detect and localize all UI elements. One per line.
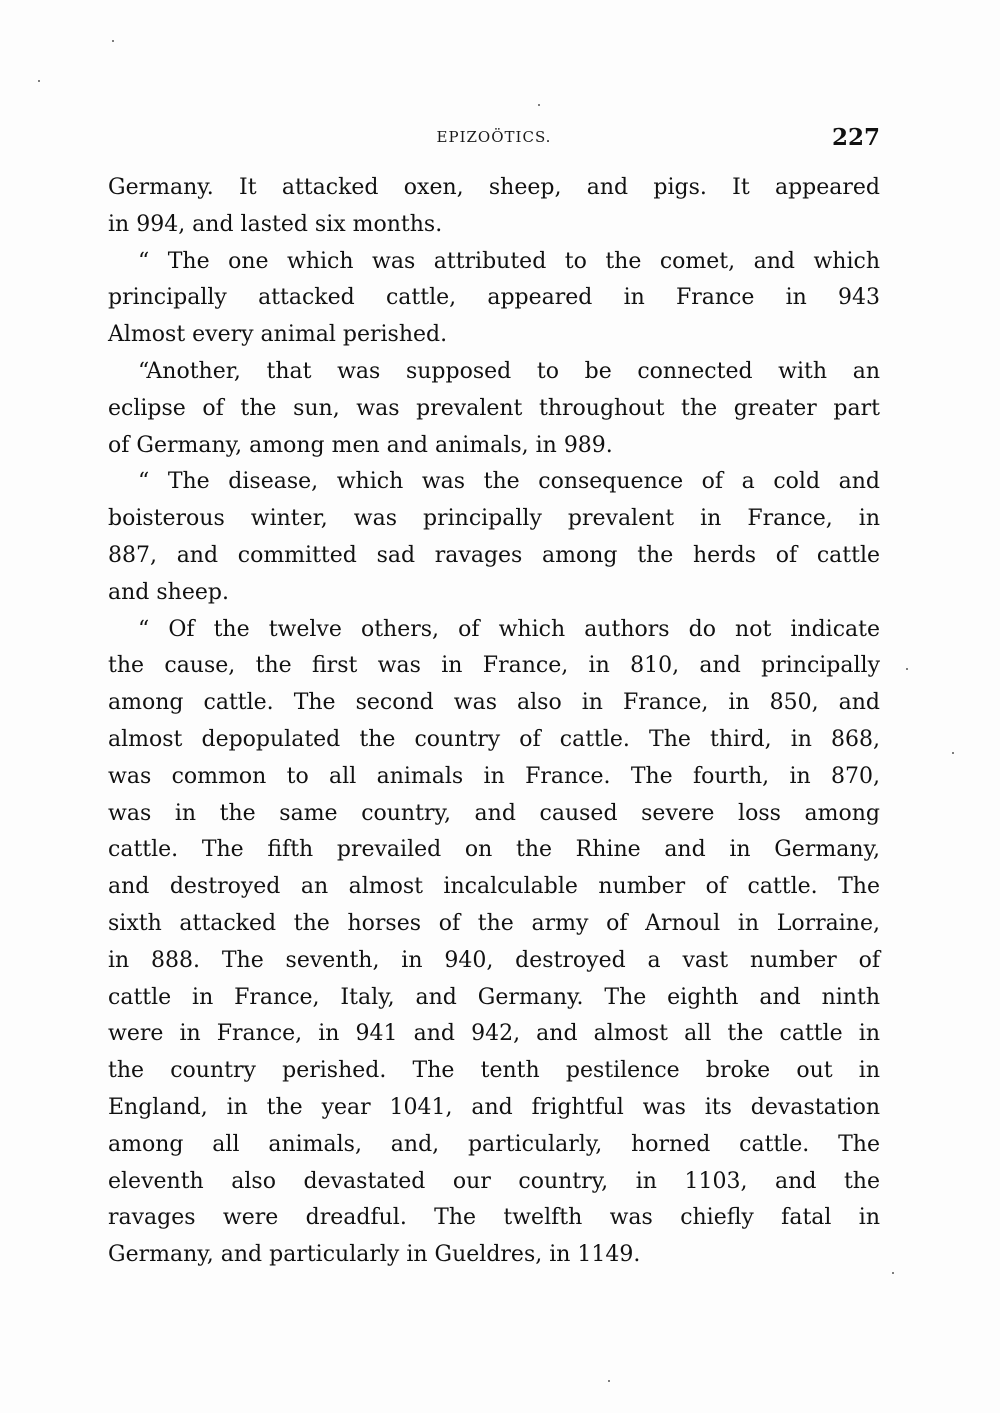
text-line: Germany. It attacked oxen, sheep, and pigs. It appeared [108, 175, 880, 200]
text-line: were in France, in 941 and 942, and almost all the cattle in [108, 1021, 880, 1047]
text-line: “ The disease, which was the consequence of a cold and [138, 469, 880, 495]
text-line: the cause, the first was in France, in 810, and principally [108, 653, 880, 679]
text-line: was in the same country, and caused severe loss among [108, 800, 880, 826]
running-head [108, 124, 880, 160]
scan-speck [608, 1380, 610, 1382]
paragraph [108, 170, 880, 244]
text-line: sixth attacked the horses of the army of Arnoul in Lorraine, [108, 910, 880, 936]
text-line: among cattle. The second was also in France, in 850, and [108, 690, 880, 716]
text-line: Germany, and particularly in Gueldres, in 1149. [108, 1242, 641, 1268]
text-line: ravages were dreadful. The twelfth was chiefly fatal in [108, 1205, 880, 1231]
text-line: in 994, and lasted six months. [108, 211, 443, 237]
text-line: “ Of the twelve others, of which authors do not indicate [138, 616, 880, 642]
text-line: England, in the year 1041, and frightful was its devastation [108, 1094, 880, 1120]
text-line: 887, and committed sad ravages among the herds of cattle [108, 542, 880, 568]
text-line: of Germany, among men and animals, in 989. [108, 432, 613, 458]
paragraph [108, 612, 880, 1274]
text-line: and destroyed an almost incalculable number of cattle. The [108, 874, 880, 900]
text-line: “ The one which was attributed to the comet, and which [138, 248, 880, 274]
text-line: the country perished. The tenth pestilence broke out in [108, 1058, 880, 1084]
paragraph [108, 244, 880, 354]
scan-speck [112, 40, 114, 42]
page-number: 227 [831, 124, 880, 151]
text-line: eleventh also devastated our country, in 1103, and the [108, 1168, 880, 1194]
text-line: and sheep. [108, 579, 229, 605]
text-line: eclipse of the sun, was prevalent throughout the greater part [108, 395, 880, 421]
text-line: was common to all animals in France. The fourth, in 870, [108, 763, 880, 789]
text-line: Almost every animal perished. [108, 322, 448, 348]
text-line: cattle in France, Italy, and Germany. The eighth and ninth [108, 984, 880, 1010]
paragraph [108, 354, 880, 464]
paragraph [108, 464, 880, 611]
scan-speck [892, 1272, 894, 1274]
scan-speck [538, 104, 540, 106]
text-line: “Another, that was supposed to be connected with an [138, 358, 880, 384]
text-line: principally attacked cattle, appeared in France in 943 [108, 285, 880, 311]
scan-speck [38, 80, 40, 82]
text-line: almost depopulated the country of cattle. The third, in 868, [108, 726, 880, 752]
running-title: EPIZOÖTICS. [436, 128, 552, 146]
text-line: among all animals, and, particularly, horned cattle. The [108, 1131, 880, 1157]
text-line: in 888. The seventh, in 940, destroyed a vast number of [108, 947, 880, 973]
text-line: cattle. The fifth prevailed on the Rhine and in Germany, [108, 837, 880, 863]
scan-speck [906, 668, 908, 670]
body-text [108, 170, 880, 1274]
scan-speck [952, 752, 954, 754]
text-line: boisterous winter, was principally prevalent in France, in [108, 506, 880, 532]
